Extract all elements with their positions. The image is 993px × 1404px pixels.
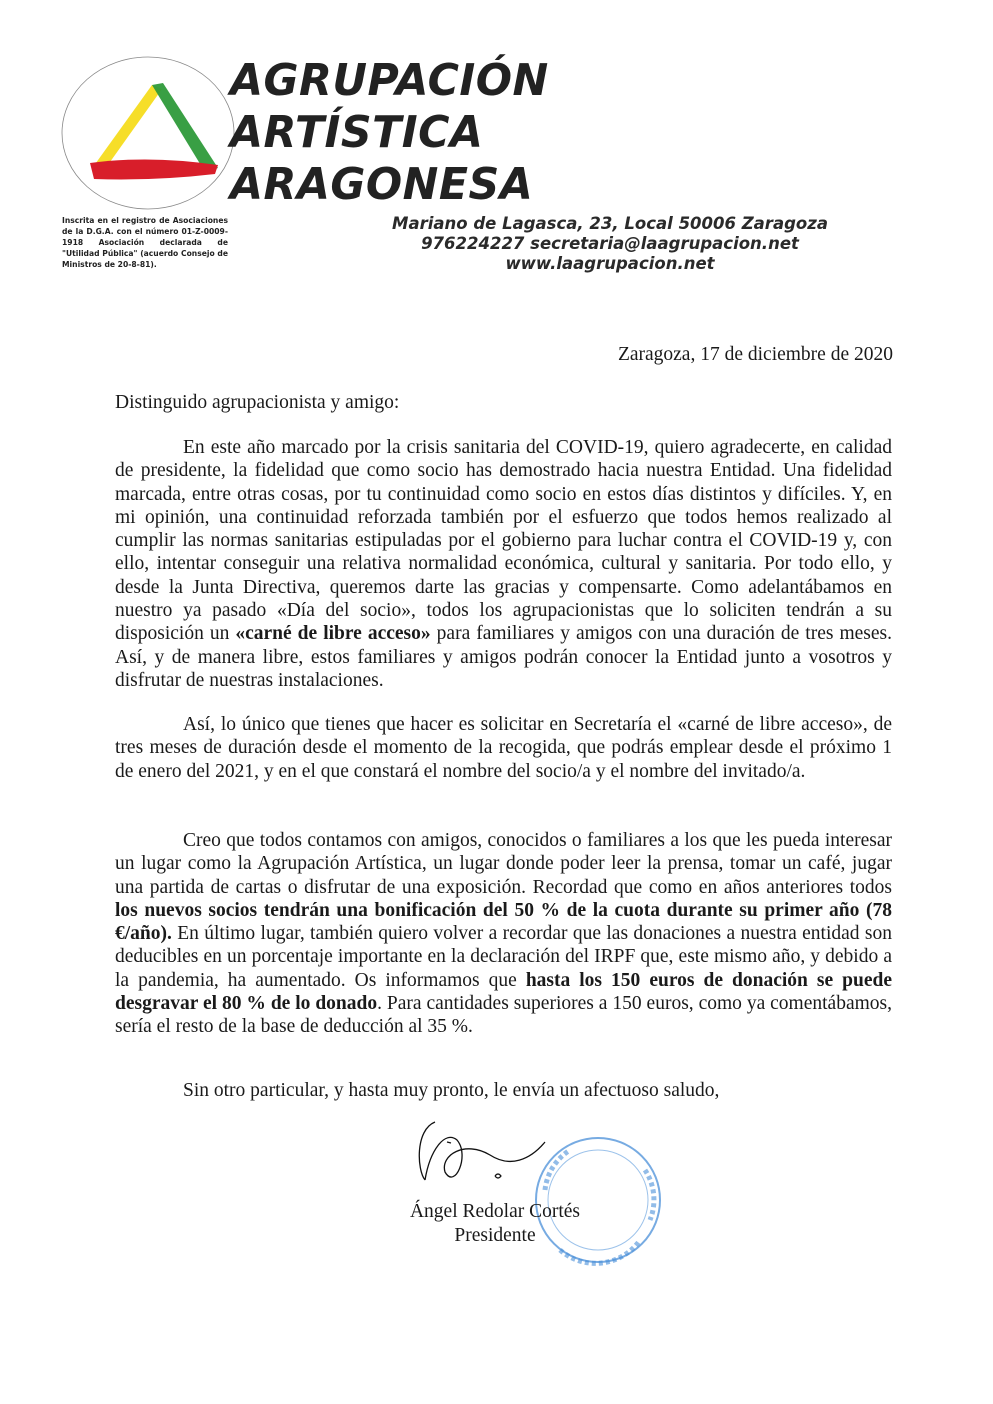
org-name-line-1: AGRUPACIÓN — [230, 55, 549, 106]
contact-block — [370, 214, 850, 274]
website-link[interactable]: www.laagrupacion.net — [505, 254, 715, 273]
phone-email: 976224227 secretaria@laagrupacion.net — [421, 234, 799, 253]
p3-text-c: . Para cantidades superiores a 150 euros, como ya comentábamos, sería el resto de la base de deducción al 35 %. — [115, 993, 892, 1038]
paragraph-1 — [115, 436, 892, 692]
paragraph-3 — [115, 829, 892, 1039]
org-name-line-3: ARAGONESA — [230, 159, 534, 210]
p3-bold-bonificacion: los nuevos socios tendrán una bonificación del 50 % de la cuota durante su primer año (78 €/año). — [115, 899, 892, 945]
signer-title: Presidente — [454, 1225, 536, 1246]
signer-block — [395, 1200, 595, 1248]
p1-text-b: para familiares y amigos con una duración de tres meses. Así, y de manera libre, estos familiares y amigos podrán conocer la Entidad junto a vosotros y disfrutar de nuestras instalaciones. — [115, 623, 892, 691]
signer-name: Ángel Redolar Cortés — [409, 1201, 581, 1222]
p3-text-a: Creo que todos contamos con amigos, conocidos o familiares a los que les pueda interesar un lugar como la Agrupación Artística, un lugar donde poder leer la prensa, tomar un café, jugar una partida de cartas o disfrutar de una exposición. Recordad que como en años anteriores todos — [115, 830, 892, 898]
p1-bold-carne: «carné de libre acceso» — [235, 623, 431, 645]
address: Mariano de Lagasca, 23, Local 50006 Zaragoza — [392, 214, 828, 233]
p3-text-b: En último lugar, también quiero volver a recordar que las donaciones a nuestra entidad son deducibles en un porcentaje importante en la declaración del IRPF que, este mismo año, y debido a la pandemia, ha aumentado. Os informamos que — [115, 923, 892, 991]
letter-date: Zaragoza, 17 de diciembre de 2020 — [617, 344, 893, 365]
paragraph-2: Así, lo único que tienes que hacer es solicitar en Secretaría el «carné de libre acceso», de tres meses de duración desde el momento de la recogida, que podrás emplear desde el próximo 1 de enero del 2021, y en el que constará el nombre del socio/a y el nombre del invitado/a. — [115, 714, 892, 782]
p1-text-a: En este año marcado por la crisis sanitaria del COVID-19, quiero agradecerte, en calidad de presidente, la fidelidad que como socio has demostrado hacia nuestra Entidad. Una fidelidad marcada, entre otras cosas, por tu continuidad como socio en estos días distintos y difíciles. Y, en mi opinión, una continuidad reforzada también por el esfuerzo que todos hemos realizado al cumplir las normas sanitarias estipuladas por el gobierno para luchar contra el COVID-19 y, con ello, intentar conseguir una relativa normalidad económica, cultural y sanitaria. Por todo ello, y desde la Junta Directiva, queremos darte las gracias y compensarte. Como adelantábamos en nuestro ya pasado «Día del socio», todos los agrupacionistas que lo soliciten tendrán a su disposición un — [115, 437, 892, 645]
org-name-line-2: ARTÍSTICA — [230, 107, 484, 158]
triangle-logo-icon — [60, 55, 240, 215]
closing-line: Sin otro particular, y hasta muy pronto, le envía un afectuoso saludo, — [183, 1080, 720, 1101]
greeting: Distinguido agrupacionista y amigo: — [115, 392, 400, 413]
organization-logo — [60, 55, 240, 215]
p3-bold-donacion: hasta los 150 euros de donación se puede desgravar el 80 % de lo donado — [115, 969, 892, 1015]
registry-note: Inscrita en el registro de Asociaciones de la D.G.A. con el número 01-Z-0009-1918 Asociación declarada de "Utilidad Pública" (acuerdo Consejo de Ministros de 20-8-81). — [62, 216, 228, 269]
organization-name — [230, 55, 549, 211]
